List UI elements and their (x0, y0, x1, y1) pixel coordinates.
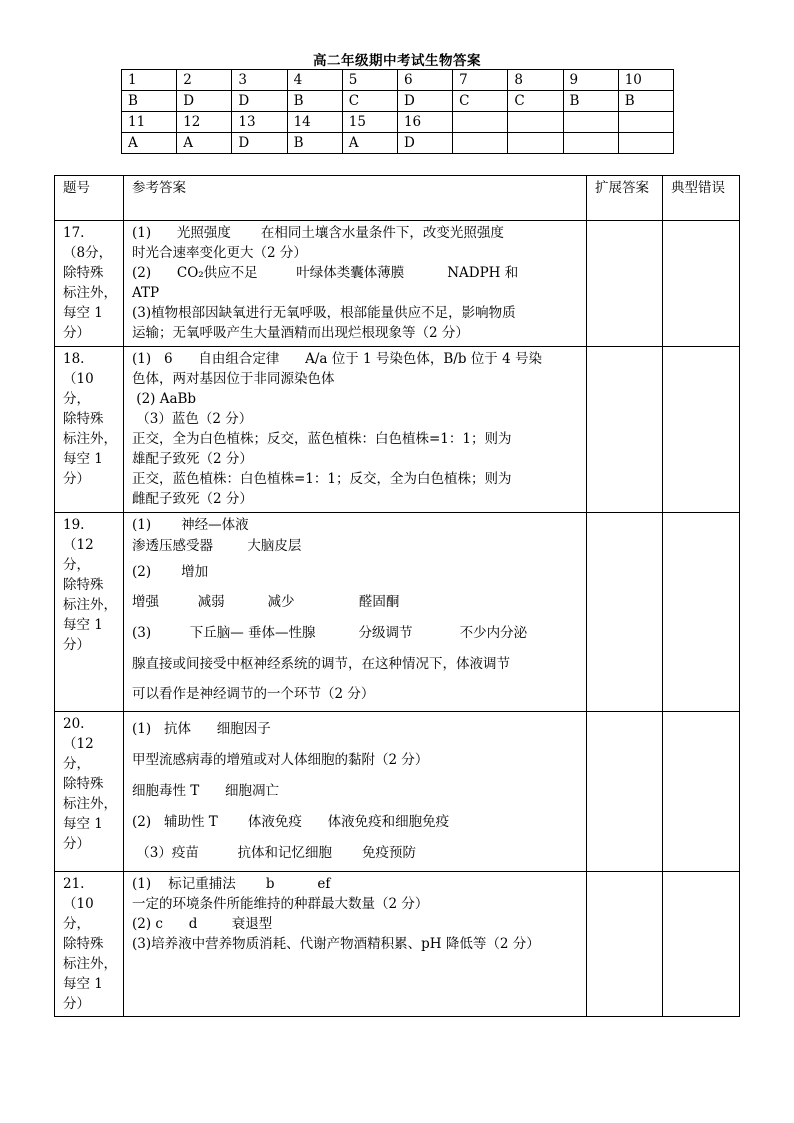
question-number: 8 (508, 70, 563, 91)
answer-line: 雌配子致死（2 分） (132, 491, 253, 507)
answer-letter: B (122, 91, 177, 112)
label-line: 20. (63, 716, 85, 732)
question-number: 16 (397, 112, 452, 133)
header-question-number: 题号 (55, 176, 124, 221)
reference-answer (124, 513, 587, 712)
answer-key-answers-row-1 (122, 91, 674, 112)
answer-line: 腺直接或间接受中枢神经系统的调节，在这种情况下，体液调节 (132, 656, 510, 672)
question-number: 6 (397, 70, 452, 91)
answer-line: 一定的环境条件所能维持的种群最大数量（2 分） (132, 896, 429, 912)
label-line: 每空 1 (63, 976, 103, 992)
answer-key-numbers-row-1 (122, 70, 674, 91)
answer-letter: A (122, 133, 177, 154)
answer-letter: B (618, 91, 673, 112)
extended-answer-cell (587, 347, 663, 513)
question-row-19 (55, 513, 740, 712)
answer-letter: D (177, 91, 232, 112)
answer-line: (2) c d 衰退型 (132, 916, 273, 932)
answer-line: （3）蓝色（2 分） (132, 411, 253, 427)
label-line: 除特殊 (63, 776, 104, 792)
empty-cell (563, 112, 618, 133)
answer-line: (2) 辅助性 T 体液免疫 体液免疫和细胞免疫 (132, 814, 450, 830)
answer-letter: D (232, 133, 287, 154)
question-number: 9 (563, 70, 618, 91)
typical-errors-cell (663, 221, 740, 347)
typical-errors-cell (663, 347, 740, 513)
answer-line: (2) CO₂供应不足 叶绿体类囊体薄膜 NADPH 和 (132, 265, 519, 281)
label-line: 19. (63, 517, 85, 533)
answer-line: (3) 下丘脑— 垂体—性腺 分级调节 不少内分泌 (132, 625, 528, 641)
label-line: 每空 1 (63, 451, 103, 467)
label-line: 21. (63, 876, 85, 892)
question-row-17 (55, 221, 740, 347)
answer-line: 甲型流感病毒的增殖或对人体细胞的黏附（2 分） (132, 752, 429, 768)
label-line: 分） (63, 836, 90, 852)
typical-errors-cell (663, 513, 740, 712)
question-number: 4 (287, 70, 342, 91)
question-row-21 (55, 872, 740, 1017)
label-line: 分） (63, 325, 90, 341)
header-typical-errors: 典型错误 (663, 176, 740, 221)
question-row-18 (55, 347, 740, 513)
label-line: （12分， (63, 537, 94, 573)
answer-letter: A (177, 133, 232, 154)
header-extended-answer: 扩展答案 (587, 176, 663, 221)
label-line: 除特殊 (63, 936, 104, 952)
extended-answer-cell (587, 872, 663, 1017)
empty-cell (563, 133, 618, 154)
answer-line: 色体，两对基因位于非同源染色体 (132, 371, 335, 387)
label-line: 分） (63, 471, 90, 487)
typical-errors-cell (663, 872, 740, 1017)
label-line: （10分， (63, 896, 94, 932)
typical-errors-cell (663, 712, 740, 872)
label-line: 标注外， (63, 285, 117, 301)
question-label (55, 513, 124, 712)
answer-line: (3)植物根部因缺氧进行无氧呼吸，根部能量供应不足，影响物质 (132, 305, 516, 321)
answer-line: 可以看作是神经调节的一个环节（2 分） (132, 686, 375, 702)
empty-cell (618, 133, 673, 154)
header-reference-answer: 参考答案 (124, 176, 587, 221)
empty-cell (453, 133, 508, 154)
answer-letter: C (453, 91, 508, 112)
answer-letter: D (232, 91, 287, 112)
answer-line: 雄配子致死（2 分） (132, 451, 253, 467)
answer-line: (1) 标记重捕法 b ef (132, 876, 331, 892)
answer-line: 渗透压感受器 大脑皮层 (132, 538, 302, 554)
answer-letter: A (342, 133, 397, 154)
answer-letter: B (287, 133, 342, 154)
label-line: 分） (63, 996, 90, 1012)
answer-key-numbers-row-2 (122, 112, 674, 133)
question-label (55, 872, 124, 1017)
label-line: （8分， (63, 245, 113, 261)
question-number: 14 (287, 112, 342, 133)
answer-letter: B (287, 91, 342, 112)
answer-letter: B (563, 91, 618, 112)
answer-line: 正交，全为白色植株；反交，蓝色植株：白色植株=1：1；则为 (132, 431, 512, 447)
question-number: 12 (177, 112, 232, 133)
answer-line: (3)培养液中营养物质消耗、代谢产物酒精积累、pH 降低等（2 分） (132, 936, 540, 952)
answer-line: 运输；无氧呼吸产生大量酒精而出现烂根现象等（2 分） (132, 325, 469, 341)
answer-line: 细胞毒性 T 细胞凋亡 (132, 783, 280, 799)
question-label (55, 347, 124, 513)
answer-letter: C (508, 91, 563, 112)
label-line: 除特殊 (63, 411, 104, 427)
label-line: （12分， (63, 736, 94, 772)
answer-letter: D (397, 91, 452, 112)
empty-cell (453, 112, 508, 133)
answer-key-answers-row-2 (122, 133, 674, 154)
answer-key-table (121, 69, 674, 154)
answer-line: (1) 6 自由组合定律 A/a 位于 1 号染色体，B/b 位于 4 号染 (132, 351, 542, 367)
label-line: 每空 1 (63, 305, 103, 321)
page-title: 高二年级期中考试生物答案 (313, 53, 481, 69)
question-number: 13 (232, 112, 287, 133)
question-row-20 (55, 712, 740, 872)
label-line: 标注外， (63, 431, 117, 447)
reference-answer (124, 347, 587, 513)
answers-detail-table (54, 175, 740, 1017)
question-number: 2 (177, 70, 232, 91)
question-label (55, 221, 124, 347)
label-line: 标注外， (63, 597, 117, 613)
answer-line: ATP (132, 285, 160, 301)
label-line: 标注外， (63, 956, 117, 972)
answer-line: (1) 光照强度 在相同土壤含水量条件下，改变光照强度 (132, 225, 504, 241)
question-number: 1 (122, 70, 177, 91)
empty-cell (508, 133, 563, 154)
answer-line: （3）疫苗 抗体和记忆细胞 免疫预防 (132, 845, 417, 861)
empty-cell (508, 112, 563, 133)
question-number: 5 (342, 70, 397, 91)
question-number: 15 (342, 112, 397, 133)
reference-answer (124, 221, 587, 347)
label-line: 除特殊 (63, 265, 104, 281)
label-line: 每空 1 (63, 617, 103, 633)
answer-line: (2) 增加 (132, 564, 209, 580)
question-number: 3 (232, 70, 287, 91)
question-number: 11 (122, 112, 177, 133)
label-line: （10分， (63, 371, 94, 407)
question-number: 10 (618, 70, 673, 91)
answer-line: 正交，蓝色植株：白色植株=1：1；反交，全为白色植株；则为 (132, 471, 512, 487)
answer-letter: C (342, 91, 397, 112)
answer-line: (1) 抗体 细胞因子 (132, 721, 271, 737)
answer-line: (2) AaBb (132, 391, 197, 407)
label-line: 17. (63, 225, 85, 241)
label-line: 标注外， (63, 796, 117, 812)
extended-answer-cell (587, 513, 663, 712)
question-number: 7 (453, 70, 508, 91)
label-line: 除特殊 (63, 577, 104, 593)
question-label (55, 712, 124, 872)
label-line: 分） (63, 637, 90, 653)
label-line: 每空 1 (63, 816, 103, 832)
answer-letter: D (397, 133, 452, 154)
answer-line: 增强 减弱 减少 醛固酮 (132, 594, 400, 610)
reference-answer (124, 712, 587, 872)
answer-line: (1) 神经—体液 (132, 517, 249, 533)
table-header-row (55, 176, 740, 221)
extended-answer-cell (587, 712, 663, 872)
extended-answer-cell (587, 221, 663, 347)
reference-answer (124, 872, 587, 1017)
label-line: 18. (63, 351, 85, 367)
empty-cell (618, 112, 673, 133)
answer-line: 时光合速率变化更大（2 分） (132, 245, 307, 261)
